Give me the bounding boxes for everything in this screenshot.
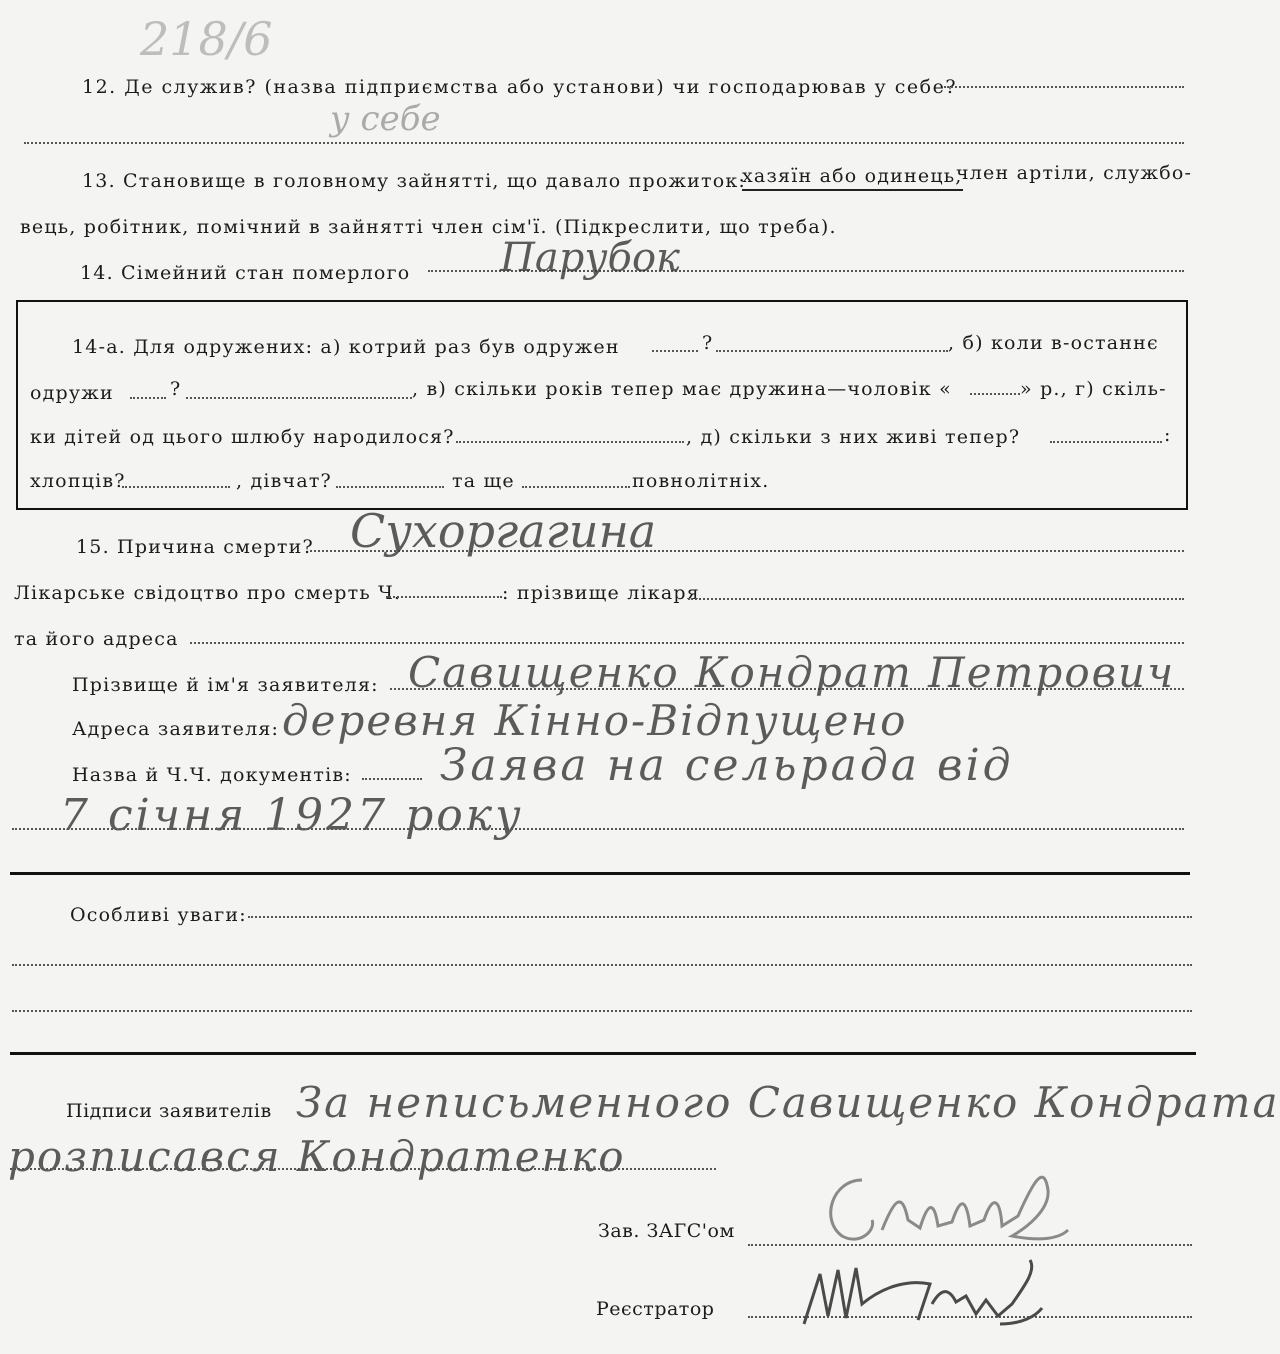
pencil-archive-mark: 218/6 (140, 12, 273, 66)
q14a-qmark-2: ? (170, 378, 182, 400)
q14a-dots-1 (652, 350, 698, 352)
registrar-label: Реєстратор (596, 1298, 715, 1320)
medical-certificate-dots (386, 596, 502, 598)
registrar-signature (790, 1244, 1050, 1334)
q14a-line2-end: » р., г) скіль- (1020, 378, 1167, 400)
q14a-line1-cont: , б) коли в-останнє (948, 332, 1159, 354)
q14a-line4-adult: повнолітніх. (632, 470, 770, 492)
applicant-address-label: Адреса заявителя: (72, 718, 280, 740)
documents-dots-2 (12, 828, 1184, 830)
head-zags-signature (812, 1150, 1072, 1250)
special-notes-label: Особливі уваги: (70, 904, 247, 926)
q14a-line4-girls: , дівчат? (236, 470, 332, 492)
q15-answer: Сухоргагина (350, 504, 657, 558)
q14a-dots-3 (130, 397, 166, 399)
q13-label: 13. Становище в головному зайнятті, що давало прожиток: (82, 170, 747, 192)
q13-underlined-option: хазяїн або одинець, (742, 167, 963, 191)
q14a-line3-end: : (1164, 424, 1172, 446)
doctor-address-label: та його адреса (14, 628, 179, 650)
q14a-dots-8 (122, 486, 230, 488)
q14a-line2-label: одружи (30, 382, 114, 404)
head-zags-label: Зав. ЗАГС'ом (598, 1220, 735, 1242)
q12-dotted-line-2 (24, 142, 1184, 144)
q13-line2: вець, робітник, помічний в зайнятті член сім'ї. (Підкреслити, що треба). (20, 216, 837, 238)
documents-answer-line2: 7 січня 1927 року (60, 790, 524, 841)
q14a-dots-7 (1050, 441, 1162, 443)
q14a-line2-cont: , в) скільки років тепер має дружина—чоловік « (412, 378, 952, 400)
applicant-signatures-label: Підписи заявителів (66, 1100, 272, 1122)
q14-label: 14. Сімейний стан померлого (80, 262, 411, 284)
special-notes-dots-3 (12, 1010, 1192, 1012)
q14a-line1-label: 14-а. Для одружених: а) котрий раз був одружен (72, 336, 620, 358)
q14a-dots-10 (522, 486, 630, 488)
q14a-dots-5 (970, 393, 1020, 395)
q12-dotted-line (944, 86, 1184, 88)
q14a-line4-boys: хлопців? (30, 470, 126, 492)
q14-answer: Парубок (500, 235, 680, 281)
q14a-dots-9 (336, 486, 444, 488)
q14a-line3-label: ки дітей од цього шлюбу народилося? (30, 426, 455, 448)
applicant-signatures-line1: За неписьменного Савищенко Кондрата (296, 1078, 1280, 1127)
q13-label-cont: член артіли, службо- (956, 162, 1193, 184)
doctor-address-dots (190, 642, 1184, 644)
q15-label: 15. Причина смерти? (76, 536, 314, 558)
documents-label: Назва й Ч.Ч. документів: (72, 764, 352, 786)
q14a-qmark-1: ? (702, 332, 714, 354)
q14a-line4-more: та ще (452, 470, 515, 492)
q14a-line3-cont: , д) скільки з них живі тепер? (686, 426, 1021, 448)
q14a-dots-6 (456, 441, 684, 443)
doctor-surname-dots (688, 598, 1184, 600)
section-divider-2 (10, 1052, 1196, 1055)
applicant-name-answer: Савищенко Кондрат Петрович (408, 648, 1176, 697)
applicant-address-answer: деревня Кінно-Відпущено (282, 696, 908, 745)
q12-label: 12. Де служив? (назва підприємства або установи) чи господарював у себе? (82, 76, 958, 98)
q12-answer: у себе (330, 99, 441, 139)
special-notes-dots-1 (248, 916, 1192, 918)
medical-certificate-label: Лікарське свідоцтво про смерть Ч. (14, 582, 402, 604)
q14a-dots-2 (716, 350, 948, 352)
special-notes-dots-2 (12, 964, 1192, 966)
applicant-signatures-dots (10, 1168, 716, 1170)
applicant-signatures-line2: розписався Кондратенко (8, 1132, 626, 1181)
documents-dots (362, 778, 422, 780)
documents-answer-line1: Заява на сельрада від (440, 740, 1014, 791)
q14a-dots-4 (186, 397, 412, 399)
applicant-name-label: Прізвище й ім'я заявителя: (72, 674, 379, 696)
section-divider-1 (10, 872, 1190, 875)
doctor-surname-label: : прізвище лікаря (502, 582, 700, 604)
